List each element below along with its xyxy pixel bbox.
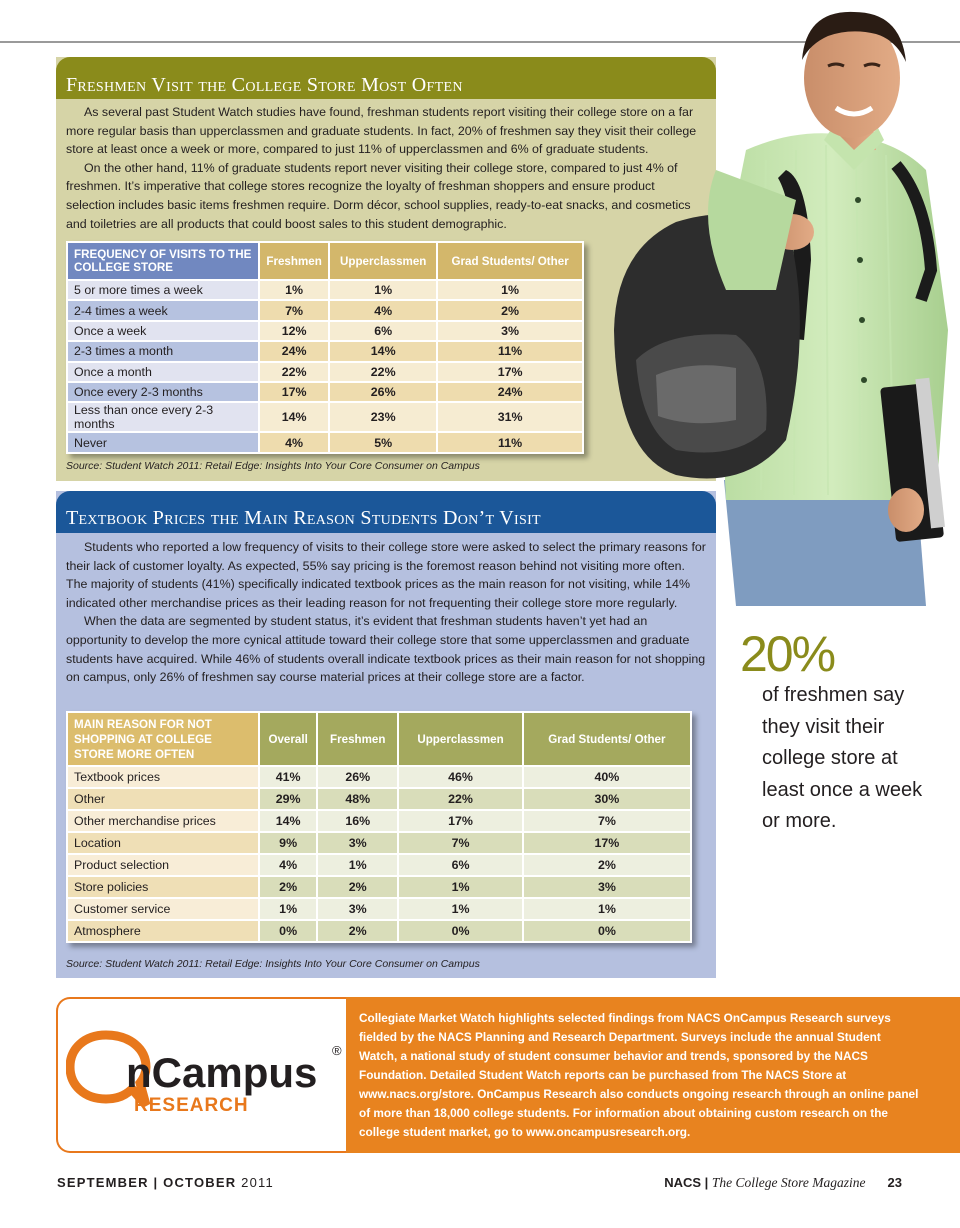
table-cell: 22% — [398, 788, 523, 810]
table-row — [67, 280, 583, 300]
row-label: 2-3 times a month — [67, 341, 259, 361]
collegiate-market-watch-box — [346, 997, 960, 1153]
table-row — [67, 898, 691, 920]
row-label: Less than once every 2-3 months — [67, 402, 259, 432]
table-cell: 4% — [259, 432, 329, 452]
column-header: Overall — [259, 712, 317, 766]
table-cell: 48% — [317, 788, 398, 810]
row-label: Never — [67, 432, 259, 452]
table-cell: 17% — [523, 832, 691, 854]
column-header: Freshmen — [317, 712, 398, 766]
column-header: Upperclassmen — [329, 242, 437, 280]
table-cell: 2% — [259, 876, 317, 898]
footer-year: 2011 — [241, 1175, 274, 1190]
table-row — [67, 788, 691, 810]
row-label: Other — [67, 788, 259, 810]
table-cell: 0% — [259, 920, 317, 942]
table-cell: 3% — [523, 876, 691, 898]
row-label: Once every 2-3 months — [67, 382, 259, 402]
table-cell: 2% — [523, 854, 691, 876]
table-cell: 1% — [329, 280, 437, 300]
row-label: Product selection — [67, 854, 259, 876]
table-cell: 17% — [259, 382, 329, 402]
page-number: 23 — [887, 1175, 902, 1190]
student-photo — [596, 0, 960, 606]
table-cell: 1% — [523, 898, 691, 920]
table-row — [67, 402, 583, 432]
callout-percent: 20% — [740, 626, 835, 682]
logo-wordmark: nCampus — [126, 1049, 318, 1096]
oncampus-logo-box — [56, 997, 346, 1153]
table-cell: 1% — [398, 898, 523, 920]
promo-body: highlights selected findings from NACS OnCampus Research surveys fielded by the NACS Planning and Research Department. Surveys include the annual Student Watch, a national study of student consumer behavior and trends, sponsored by the NACS Foundation. Detailed Student Watch reports can be purchased from The NACS Store at www.nacs.org/store. OnCampus Research also conducts ongoing research through an online panel of more than 18,000 college students. For information about obtaining custom research on the college student market, go to www.oncampusresearch.org. — [359, 1011, 919, 1139]
section-1-source: Source: Student Watch 2011: Retail Edge: Insights Into Your Core Consumer on Campus — [66, 460, 480, 472]
table-row-header: MAIN REASON FOR NOT SHOPPING AT COLLEGE STORE MORE OFTEN — [67, 712, 259, 766]
table-row — [67, 321, 583, 341]
footer-magazine: The College Store Magazine — [711, 1175, 866, 1190]
column-header: Upperclassmen — [398, 712, 523, 766]
table-cell: 7% — [259, 300, 329, 320]
row-label: Once a month — [67, 362, 259, 382]
table-cell: 3% — [317, 898, 398, 920]
table-cell: 40% — [523, 766, 691, 788]
table-cell: 1% — [398, 876, 523, 898]
table-cell: 3% — [317, 832, 398, 854]
footer-publication — [664, 1175, 902, 1191]
logo-research-word: RESEARCH — [134, 1095, 249, 1116]
row-label: 5 or more times a week — [67, 280, 259, 300]
table-cell: 6% — [329, 321, 437, 341]
table-cell: 31% — [437, 402, 583, 432]
table-cell: 4% — [259, 854, 317, 876]
row-label: Customer service — [67, 898, 259, 920]
table-cell: 46% — [398, 766, 523, 788]
promo-lead: Collegiate Market Watch — [359, 1011, 495, 1025]
table-cell: 30% — [523, 788, 691, 810]
table-cell: 2% — [437, 300, 583, 320]
table-cell: 14% — [259, 402, 329, 432]
oncampus-research-logo — [66, 1029, 342, 1121]
row-label: Location — [67, 832, 259, 854]
column-header: Grad Students/ Other — [523, 712, 691, 766]
table-cell: 24% — [437, 382, 583, 402]
table-cell: 22% — [329, 362, 437, 382]
table-row — [67, 382, 583, 402]
table-row — [67, 920, 691, 942]
table-cell: 26% — [317, 766, 398, 788]
table-row — [67, 432, 583, 452]
table-row — [67, 766, 691, 788]
table-cell: 5% — [329, 432, 437, 452]
column-header: Grad Students/ Other — [437, 242, 583, 280]
table-cell: 26% — [329, 382, 437, 402]
table-cell: 4% — [329, 300, 437, 320]
section-2-source: Source: Student Watch 2011: Retail Edge: Insights Into Your Core Consumer on Campus — [66, 958, 480, 970]
table-row — [67, 854, 691, 876]
table-cell: 0% — [523, 920, 691, 942]
table-cell: 29% — [259, 788, 317, 810]
table-row-header: FREQUENCY OF VISITS TO THE COLLEGE STORE — [67, 242, 259, 280]
table-cell: 11% — [437, 432, 583, 452]
row-label: 2-4 times a week — [67, 300, 259, 320]
table-cell: 17% — [398, 810, 523, 832]
row-label: Once a week — [67, 321, 259, 341]
section-2-paragraph: Students who reported a low frequency of visits to their college store were asked to select the primary reasons for their lack of customer loyalty. As expected, 55% say pricing is the foremost reason behind not visiting more often. The majority of students (41%) specifically indicated textbook prices as the main reason for not visiting, while 14% indicated other merchandise prices as their leading reason for not frequenting their college store more regularly. — [66, 540, 706, 610]
table-cell: 12% — [259, 321, 329, 341]
table-cell: 7% — [398, 832, 523, 854]
table-row — [67, 832, 691, 854]
table-row — [67, 876, 691, 898]
table-cell: 14% — [259, 810, 317, 832]
table-cell: 6% — [398, 854, 523, 876]
row-label: Textbook prices — [67, 766, 259, 788]
table-row — [67, 300, 583, 320]
section-2-paragraph: When the data are segmented by student status, it’s evident that freshman students haven’t yet had an opportunity to develop the more cynical attitude toward their college store that some upperclassmen and graduate students have acquired. While 46% of students overall indicate textbook prices as their main reason for not shopping on campus, only 26% of freshmen say course material prices at their college store are a factor. — [66, 614, 706, 685]
registered-mark: ® — [332, 1043, 342, 1058]
footer-issue — [57, 1175, 274, 1190]
table-cell: 14% — [329, 341, 437, 361]
footer-issue-months: SEPTEMBER | OCTOBER — [57, 1175, 237, 1190]
table-cell: 2% — [317, 876, 398, 898]
section-1-title: Freshmen Visit the College Store Most Often — [66, 74, 463, 96]
table-cell: 2% — [317, 920, 398, 942]
table-cell: 22% — [259, 362, 329, 382]
row-label: Store policies — [67, 876, 259, 898]
table-cell: 24% — [259, 341, 329, 361]
section-1-paragraph: On the other hand, 11% of graduate students report never visiting their college store, compared to just 4% of freshmen. It’s imperative that college stores recognize the loyalty of freshman shoppers and ensure product selection includes basic items freshmen require. Dorm décor, school supplies, ready-to-eat snacks, and cosmetics and toiletries are all products that could boost sales to this student demographic. — [66, 160, 691, 231]
row-label: Atmosphere — [67, 920, 259, 942]
table-cell: 41% — [259, 766, 317, 788]
table-cell: 7% — [523, 810, 691, 832]
row-label: Other merchandise prices — [67, 810, 259, 832]
table-cell: 1% — [259, 280, 329, 300]
table-cell: 1% — [317, 854, 398, 876]
table-cell: 9% — [259, 832, 317, 854]
section-2-title: Textbook Prices the Main Reason Students Don’t Visit — [66, 507, 541, 529]
table-cell: 16% — [317, 810, 398, 832]
reason-not-shopping-table — [66, 711, 692, 943]
table-cell: 3% — [437, 321, 583, 341]
column-header: Freshmen — [259, 242, 329, 280]
table-cell: 11% — [437, 341, 583, 361]
visit-frequency-table — [66, 241, 584, 454]
table-cell: 17% — [437, 362, 583, 382]
table-cell: 1% — [437, 280, 583, 300]
table-row — [67, 341, 583, 361]
table-cell: 1% — [259, 898, 317, 920]
table-cell: 23% — [329, 402, 437, 432]
callout-text: of freshmen say they visit their college store at least once a week or more. — [762, 684, 923, 832]
table-row — [67, 810, 691, 832]
footer-brand: NACS | — [664, 1175, 709, 1190]
table-row — [67, 362, 583, 382]
section-1-paragraph: As several past Student Watch studies have found, freshman students report visiting their college store on a far more regular basis than upperclassmen and graduate students. In fact, 20% of freshmen say they visit their college store at least once a week or more, compared to just 11% of upperclassmen and 6% of graduate students. — [66, 105, 697, 157]
promo-text — [359, 1009, 919, 1142]
table-cell: 0% — [398, 920, 523, 942]
